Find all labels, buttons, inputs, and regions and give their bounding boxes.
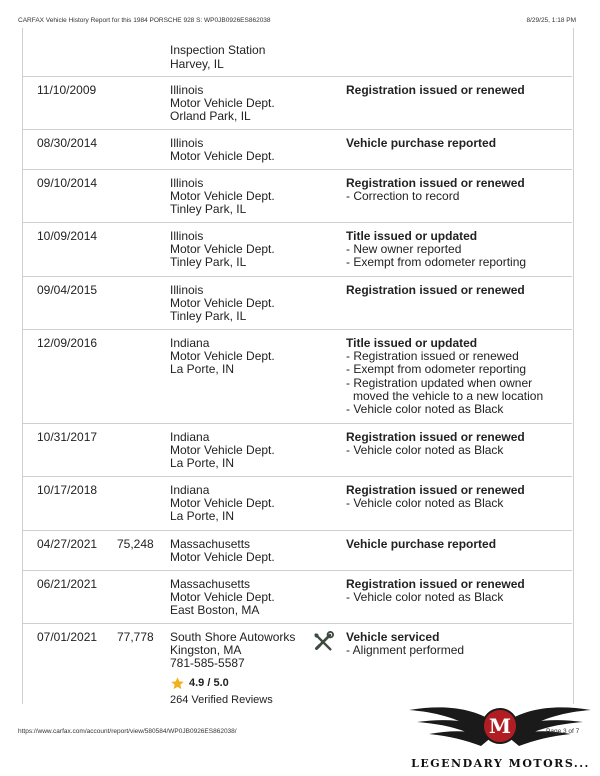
table-row [22, 222, 572, 277]
source-line: Indiana [170, 336, 210, 350]
verified-reviews-link[interactable]: 264 Verified Reviews [170, 693, 273, 706]
record-source [170, 230, 330, 270]
record-event [346, 177, 561, 203]
source-line: Motor Vehicle Dept. [170, 189, 275, 204]
record-event [346, 84, 561, 97]
record-date: 09/10/2014 [37, 176, 98, 190]
source-line: Motor Vehicle Dept. [170, 296, 275, 311]
event-title: Vehicle purchase reported [346, 537, 497, 551]
record-source [170, 337, 330, 377]
record-event [346, 484, 561, 510]
source-line: Motor Vehicle Dept. [170, 496, 275, 511]
record-date: 07/01/2021 [37, 630, 98, 644]
source-line: La Porte, IN [170, 456, 235, 471]
record-date: 04/27/2021 [37, 537, 98, 551]
event-detail: - Vehicle color noted as Black [346, 443, 504, 458]
source-line: Motor Vehicle Dept. [170, 149, 275, 164]
table-row [22, 276, 572, 330]
event-title: Vehicle serviced [346, 630, 440, 644]
record-event [346, 538, 561, 551]
wrench-screwdriver-icon [312, 631, 334, 653]
legendary-motors-wordmark: LEGENDARY MOTORS... [411, 757, 590, 770]
record-source [170, 578, 330, 618]
record-event [346, 631, 561, 657]
source-line: Tinley Park, IL [170, 255, 247, 270]
source-line: Motor Vehicle Dept. [170, 96, 275, 111]
source-line: Motor Vehicle Dept. [170, 550, 275, 565]
event-detail: - Correction to record [346, 189, 460, 204]
record-source [170, 484, 330, 524]
event-title: Title issued or updated [346, 229, 478, 243]
record-date: 08/30/2014 [37, 136, 98, 150]
source-line: Illinois [170, 136, 204, 150]
event-title: Registration issued or renewed [346, 83, 525, 97]
dealer-rating[interactable] [170, 676, 330, 691]
continued-source-line: Inspection Station [170, 43, 266, 57]
event-detail: - Vehicle color noted as Black [346, 402, 504, 417]
event-detail: - Vehicle color noted as Black [346, 590, 504, 605]
event-detail: - New owner reported [346, 242, 462, 257]
record-source [170, 84, 330, 124]
record-event [346, 137, 561, 150]
source-line: Indiana [170, 483, 210, 497]
event-detail: - Vehicle color noted as Black [346, 496, 504, 511]
record-date: 10/31/2017 [37, 430, 98, 444]
source-line: Illinois [170, 229, 204, 243]
table-row [22, 476, 572, 531]
report-header-datetime: 8/29/25, 1:18 PM [526, 17, 576, 24]
event-title: Vehicle purchase reported [346, 136, 497, 150]
record-date: 12/09/2016 [37, 336, 98, 350]
record-date: 06/21/2021 [37, 577, 98, 591]
star-icon [170, 676, 185, 691]
source-line: East Boston, MA [170, 603, 260, 618]
source-line: Motor Vehicle Dept. [170, 349, 275, 364]
record-odometer: 75,248 [117, 537, 154, 551]
svg-text:M: M [488, 714, 512, 738]
event-title: Registration issued or renewed [346, 430, 525, 444]
record-source [170, 137, 330, 163]
event-title: Registration issued or renewed [346, 283, 525, 297]
source-line: Motor Vehicle Dept. [170, 443, 275, 458]
record-source [170, 631, 330, 707]
source-line: Indiana [170, 430, 210, 444]
source-line: La Porte, IN [170, 362, 235, 377]
report-header-title: CARFAX Vehicle History Report for this 1984 PORSCHE 928 S: WP0JB0926ES862038 [18, 17, 271, 24]
record-source [170, 431, 330, 471]
source-line: Illinois [170, 83, 204, 97]
record-odometer: 77,778 [117, 630, 154, 644]
event-title: Registration issued or renewed [346, 176, 525, 190]
record-date: 11/10/2009 [37, 83, 97, 97]
source-line: Illinois [170, 176, 204, 190]
record-date: 09/04/2015 [37, 283, 98, 297]
event-detail: - Registration updated when owner moved the vehicle to a new location [346, 375, 544, 403]
source-line: Motor Vehicle Dept. [170, 242, 275, 257]
record-event [346, 284, 561, 297]
table-row [22, 129, 572, 170]
table-row [22, 530, 572, 571]
record-date: 10/09/2014 [37, 229, 98, 243]
footer-url: https://www.carfax.com/account/report/view/580584/WP0JB0926ES862038/ [18, 728, 237, 735]
table-row [22, 329, 572, 424]
record-date: 10/17/2018 [37, 483, 98, 497]
record-source [170, 177, 330, 217]
record-event [346, 230, 561, 270]
continued-source-line: Harvey, IL [170, 57, 224, 71]
event-title: Title issued or updated [346, 336, 478, 350]
page-number: Page 3 of 7 [546, 728, 580, 735]
event-title: Registration issued or renewed [346, 577, 525, 591]
event-detail: - Alignment performed [346, 643, 465, 658]
table-row [22, 570, 572, 624]
source-line[interactable]: South Shore Autoworks [170, 630, 296, 644]
event-detail: - Exempt from odometer reporting [346, 255, 527, 270]
source-line: Tinley Park, IL [170, 202, 247, 217]
record-source [170, 538, 330, 564]
source-line: Motor Vehicle Dept. [170, 590, 275, 605]
source-line: 781-585-5587 [170, 656, 245, 671]
source-line: La Porte, IN [170, 509, 235, 524]
table-row [22, 76, 572, 130]
source-line: Tinley Park, IL [170, 309, 247, 324]
source-line: Orland Park, IL [170, 109, 251, 124]
source-line: Massachusetts [170, 537, 251, 551]
record-event [346, 578, 561, 604]
table-row [22, 169, 572, 223]
event-title: Registration issued or renewed [346, 483, 525, 497]
record-event [346, 431, 561, 457]
source-line: Massachusetts [170, 577, 251, 591]
source-line: Kingston, MA [170, 643, 242, 658]
record-source [170, 284, 330, 324]
source-line: Illinois [170, 283, 204, 297]
rating-score: 4.9 / 5.0 [189, 676, 229, 689]
event-detail: - Registration issued or renewed [346, 349, 519, 364]
continued-source-cell [170, 43, 265, 71]
table-row [22, 423, 572, 477]
event-detail: - Exempt from odometer reporting [346, 362, 527, 377]
record-event [346, 337, 561, 416]
